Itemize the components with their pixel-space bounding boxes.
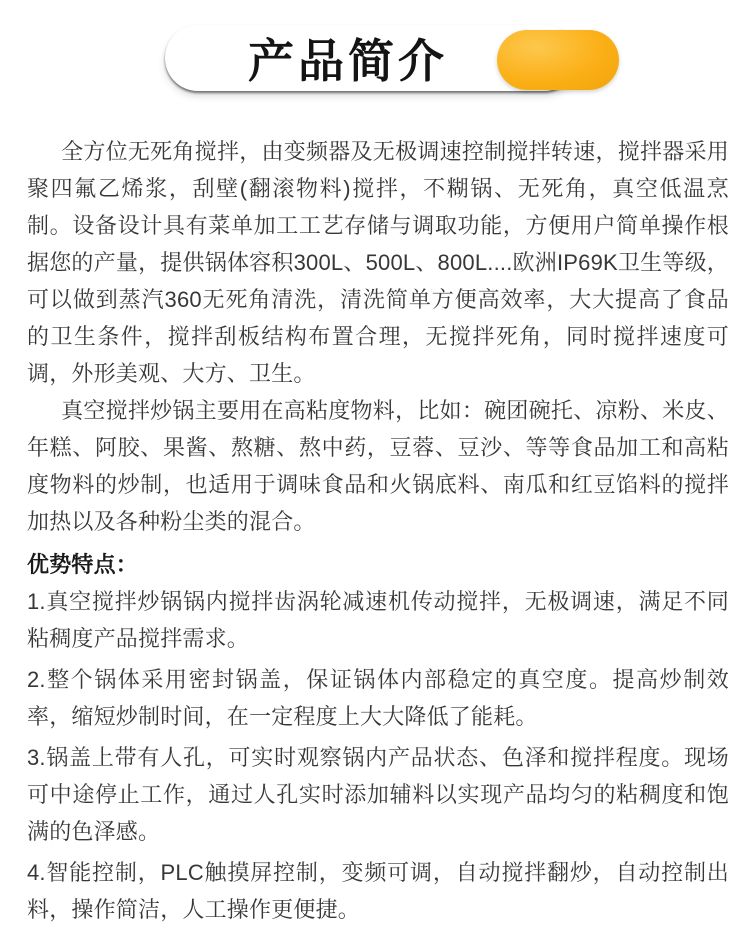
features-heading: 优势特点：: [27, 552, 139, 577]
feature-item-3: 3.锅盖上带有人孔，可实时观察锅内产品状态、色泽和搅拌程度。现场可中途停止工作，通过人孔实时添加辅料以实现产品均匀的粘稠度和饱满的色泽感。: [27, 745, 729, 844]
feature-item-1: 1.真空搅拌炒锅锅内搅拌齿涡轮减速机传动搅拌，无极调速，满足不同粘稠度产品搅拌需求。: [27, 589, 729, 651]
description-body: [27, 133, 729, 928]
intro-paragraph-2: 真空搅拌炒锅主要用在高粘度物料，比如：碗团碗托、凉粉、米皮、年糕、阿胶、果酱、熬糖、熬中药，豆蓉、豆沙、等等食品加工和高粘度物料的炒制，也适用于调味食品和火锅底料、南瓜和红豆馅料的搅拌加热以及各种粉尘类的混合。: [27, 398, 729, 534]
section-title: 产品简介: [248, 35, 448, 87]
feature-item-2: 2.整个锅体采用密封锅盖，保证锅体内部稳定的真空度。提高炒制效率，缩短炒制时间，在一定程度上大大降低了能耗。: [27, 667, 729, 729]
accent-pill-decoration: [497, 30, 619, 90]
section-header: [0, 0, 750, 133]
feature-item-4: 4.智能控制，PLC触摸屏控制，变频可调，自动搅拌翻炒，自动控制出料，操作简洁，人工操作更便捷。: [27, 860, 729, 922]
intro-paragraph-1: 全方位无死角搅拌，由变频器及无极调速控制搅拌转速，搅拌器采用聚四氟乙烯浆，刮壁(翻滚物料)搅拌，不糊锅、无死角，真空低温烹制。设备设计具有菜单加工工艺存储与调取功能，方便用户简单操作根据您的产量，提供锅体容积300L、500L、800L....欧洲IP69K卫生等级，可以做到蒸汽360无死角清洗，清洗简单方便高效率，大大提高了食品的卫生条件，搅拌刮板结构布置合理，无搅拌死角，同时搅拌速度可调，外形美观、大方、卫生。: [27, 139, 729, 386]
